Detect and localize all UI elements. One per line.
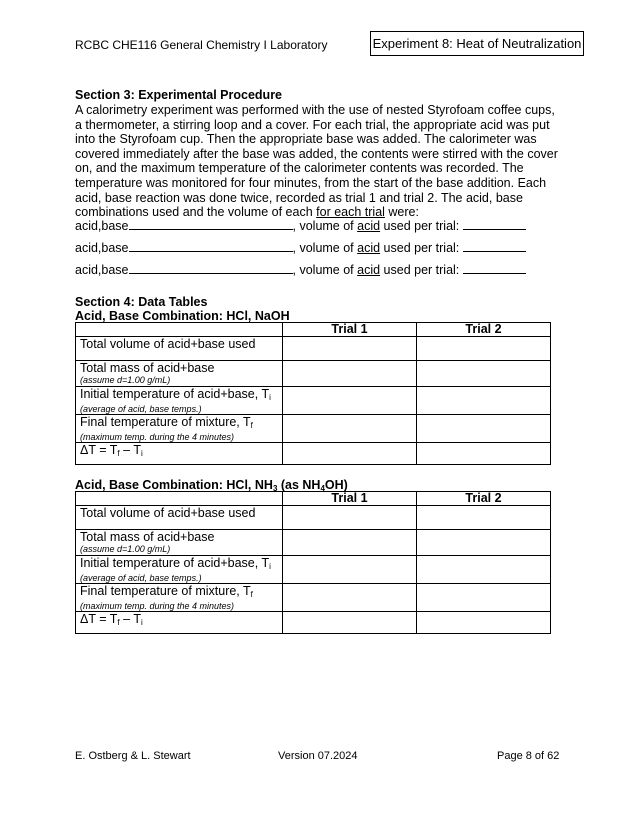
trial-2-cell[interactable]	[417, 506, 551, 530]
table-row	[76, 506, 551, 530]
line-prefix: acid,base	[75, 241, 129, 255]
row-label	[76, 506, 283, 530]
table-header-row	[76, 492, 551, 506]
row-label-total-mass: Total mass of acid+base	[80, 361, 215, 375]
combination-line-3	[75, 262, 526, 277]
combination-line-1	[75, 218, 526, 233]
volume-blank-1[interactable]	[463, 218, 526, 230]
row-note-initial-temp: (average of acid, base temps.)	[80, 573, 202, 583]
header-blank-cell	[76, 492, 283, 506]
final-temp-text: Final temperature of mixture, T	[80, 415, 251, 429]
table-row	[76, 443, 551, 465]
initial-temp-text: Initial temperature of acid+base, T	[80, 556, 270, 570]
row-label	[76, 556, 283, 584]
procedure-text-end: were:	[384, 205, 419, 220]
row-note-final-temp: (maximum temp. during the 4 minutes)	[80, 432, 235, 442]
line-prefix: acid,base	[75, 219, 129, 233]
trial-2-cell[interactable]	[417, 530, 551, 556]
delta-text-b: – T	[119, 443, 141, 457]
section4-heading: Section 4: Data Tables	[75, 295, 208, 309]
line-suffix: used per trial:	[380, 263, 463, 277]
trial-2-cell[interactable]	[417, 443, 551, 465]
procedure-paragraph	[75, 103, 565, 220]
row-label-total-volume: Total volume of acid+base used	[80, 337, 256, 351]
row-note-total-mass: (assume d=1.00 g/mL)	[80, 375, 171, 385]
table2-title-b: (as NH	[277, 478, 321, 492]
trial-2-cell[interactable]	[417, 387, 551, 415]
table1-title: Acid, Base Combination: HCl, NaOH	[75, 309, 290, 323]
trial-1-cell[interactable]	[283, 387, 417, 415]
table-header-row	[76, 323, 551, 337]
volume-blank-2[interactable]	[463, 240, 526, 252]
row-label-delta-t	[80, 443, 278, 460]
trial-1-cell[interactable]	[283, 361, 417, 387]
initial-temp-subscript: i	[269, 562, 271, 571]
trial-1-cell[interactable]	[283, 584, 417, 612]
row-label-final-temp	[80, 415, 278, 432]
header-trial-1: Trial 1	[283, 492, 417, 506]
final-temp-text: Final temperature of mixture, T	[80, 584, 251, 598]
experiment-title: Experiment 8: Heat of Neutralization	[372, 36, 582, 51]
footer-version: Version 07.2024	[278, 750, 358, 762]
delta-sub-f: f	[117, 618, 120, 627]
delta-text-a: ΔT = T	[80, 443, 118, 457]
course-header: RCBC CHE116 General Chemistry I Laboratory	[75, 38, 328, 52]
line-mid: , volume of	[292, 241, 358, 255]
header-trial-2: Trial 2	[417, 492, 551, 506]
trial-1-cell[interactable]	[283, 556, 417, 584]
line-suffix: used per trial:	[380, 219, 463, 233]
table2-title-c: OH)	[324, 478, 348, 492]
delta-sub-i: i	[140, 449, 143, 458]
trial-2-cell[interactable]	[417, 584, 551, 612]
footer-authors: E. Ostberg & L. Stewart	[75, 750, 191, 762]
row-label-initial-temp	[80, 387, 278, 404]
line-prefix: acid,base	[75, 263, 129, 277]
table-row	[76, 387, 551, 415]
row-label	[76, 361, 283, 387]
header-blank-cell	[76, 323, 283, 337]
delta-sub-i: i	[140, 618, 143, 627]
line-mid: , volume of	[292, 263, 358, 277]
table-row	[76, 612, 551, 634]
trial-1-cell[interactable]	[283, 337, 417, 361]
trial-1-cell[interactable]	[283, 415, 417, 443]
table-row	[76, 415, 551, 443]
row-label	[76, 337, 283, 361]
row-label	[76, 530, 283, 556]
row-label-total-mass: Total mass of acid+base	[80, 530, 215, 544]
procedure-text: A calorimetry experiment was performed with the use of nested Styrofoam coffee cups, a thermometer, a stirring loop and a cover. For each trial, the appropriate acid was put into the Styrofoam cup. Then the appropriate base was added. The calorimeter was covered immediately after the base was added, the contents were stirred with the cover on, and the maximum temperature of the calorimeter contents was recorded. The temperature was monitored for four minutes, from the start of the base addition. Each acid, base reaction was done twice, recorded as trial 1 and trial 2. The acid, base combinations used and the volume of each	[75, 103, 558, 220]
row-label-delta-t	[80, 612, 278, 629]
table-row	[76, 337, 551, 361]
data-table-hcl-naoh	[75, 322, 551, 465]
trial-2-cell[interactable]	[417, 361, 551, 387]
trial-1-cell[interactable]	[283, 530, 417, 556]
trial-1-cell[interactable]	[283, 612, 417, 634]
trial-1-cell[interactable]	[283, 506, 417, 530]
experiment-title-box	[370, 31, 584, 56]
delta-text-b: – T	[119, 612, 141, 626]
table-row	[76, 530, 551, 556]
row-label	[76, 584, 283, 612]
line-suffix: used per trial:	[380, 241, 463, 255]
line-acid: acid	[357, 241, 381, 255]
trial-2-cell[interactable]	[417, 556, 551, 584]
delta-text-a: ΔT = T	[80, 612, 118, 626]
row-label	[76, 612, 283, 634]
table-row	[76, 556, 551, 584]
acid-base-blank-1[interactable]	[129, 218, 293, 230]
row-label	[76, 387, 283, 415]
table2-title-sub1: 3	[272, 484, 278, 493]
trial-1-cell[interactable]	[283, 443, 417, 465]
trial-2-cell[interactable]	[417, 337, 551, 361]
delta-sub-f: f	[117, 449, 120, 458]
row-label-total-volume: Total volume of acid+base used	[80, 506, 256, 520]
initial-temp-subscript: i	[269, 393, 271, 402]
line-acid: acid	[357, 263, 381, 277]
line-acid: acid	[357, 219, 381, 233]
header-trial-1: Trial 1	[283, 323, 417, 337]
header-trial-2: Trial 2	[417, 323, 551, 337]
table-row	[76, 584, 551, 612]
acid-base-blank-3[interactable]	[129, 262, 293, 274]
trial-2-cell[interactable]	[417, 415, 551, 443]
acid-base-blank-2[interactable]	[129, 240, 293, 252]
combination-line-2	[75, 240, 526, 255]
row-label	[76, 415, 283, 443]
table-row	[76, 361, 551, 387]
initial-temp-text: Initial temperature of acid+base, T	[80, 387, 270, 401]
trial-2-cell[interactable]	[417, 612, 551, 634]
section3-heading: Section 3: Experimental Procedure	[75, 88, 283, 102]
table2-title-sub2: 4	[320, 484, 325, 493]
table2-title-a: Acid, Base Combination: HCl, NH	[75, 478, 273, 492]
row-note-initial-temp: (average of acid, base temps.)	[80, 404, 202, 414]
final-temp-subscript: f	[250, 590, 253, 599]
final-temp-subscript: f	[250, 421, 253, 430]
row-note-total-mass: (assume d=1.00 g/mL)	[80, 544, 171, 554]
row-label-final-temp	[80, 584, 278, 601]
row-label	[76, 443, 283, 465]
line-mid: , volume of	[292, 219, 358, 233]
row-note-final-temp: (maximum temp. during the 4 minutes)	[80, 601, 235, 611]
data-table-hcl-nh3	[75, 491, 551, 634]
footer-page-number: Page 8 of 62	[497, 750, 560, 762]
volume-blank-3[interactable]	[463, 262, 526, 274]
procedure-underlined-text: for each trial	[316, 205, 385, 220]
row-label-initial-temp	[80, 556, 278, 573]
